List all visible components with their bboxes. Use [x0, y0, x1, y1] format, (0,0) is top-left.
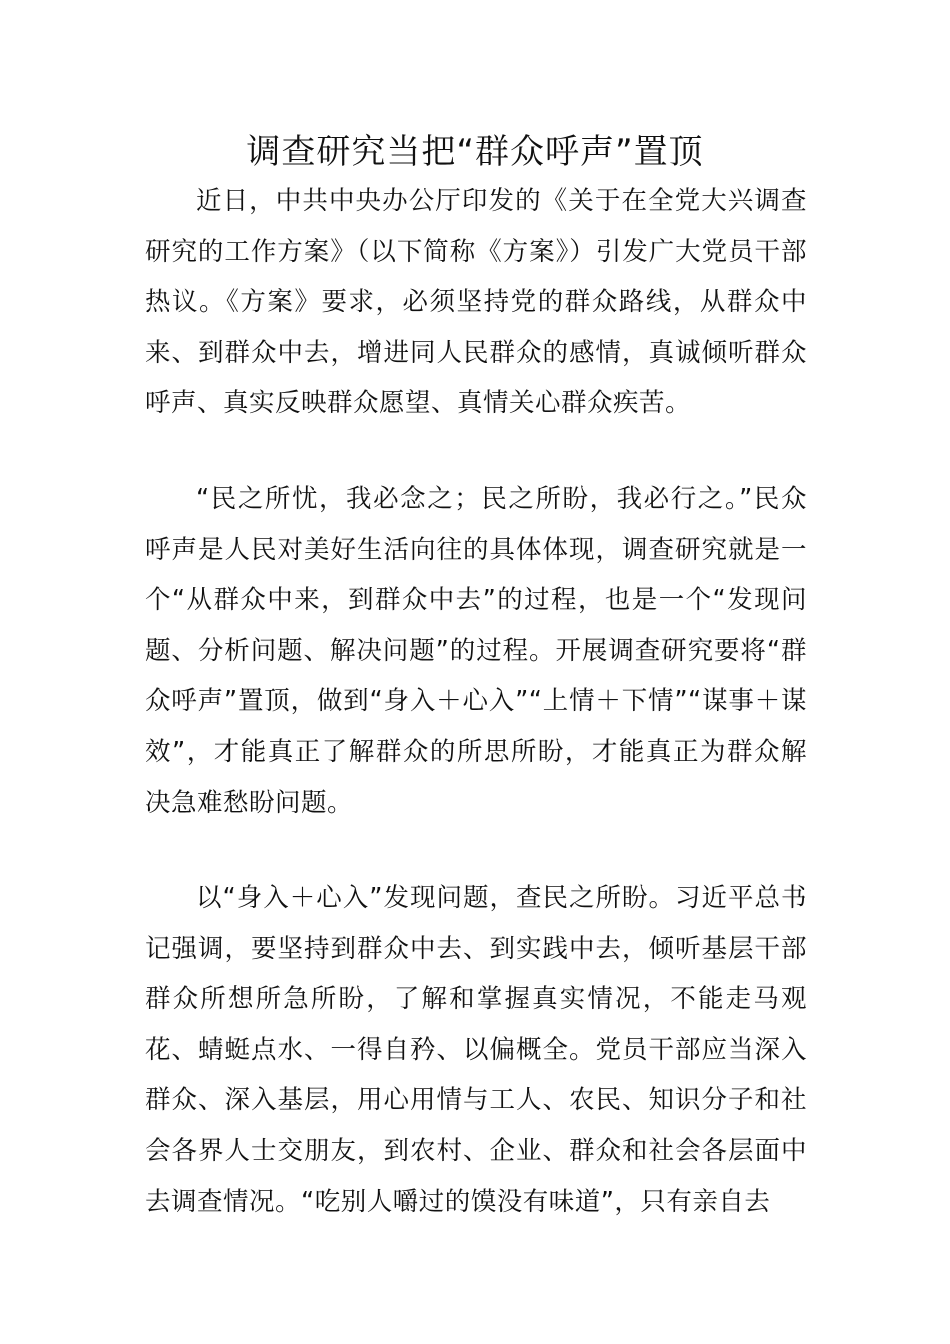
paragraph-3: 以“身入＋心入”发现问题，查民之所盼。习近平总书记强调，要坚持到群众中去、到实践中去，倾听基层干部群众所想所急所盼，了解和掌握真实情况，不能走马观花、蜻蜓点水、一得自矜、以偏概全。党员干部应当深入群众、深入基层，用心用情与工人、农民、知识分子和社会各界人士交朋友，到农村、企业、群众和社会各层面中去调查情况。“吃别人嚼过的馍没有味道”，只有亲自去 [145, 883, 807, 1217]
paragraph-2: “民之所忧，我必念之；民之所盼，我必行之。”民众呼声是人民对美好生活向往的具体体现，调查研究就是一个“从群众中来，到群众中去”的过程，也是一个“发现问题、分析问题、解决问题”的过程。开展调查研究要将“群众呼声”置顶，做到“身入＋心入”“上情＋下情”“谋事＋谋效”，才能真正了解群众的所思所盼，才能真正为群众解决急难愁盼问题。 [145, 484, 807, 818]
paragraph-1: 近日，中共中央办公厅印发的《关于在全党大兴调查研究的工作方案》（以下简称《方案》）引发广大党员干部热议。《方案》要求，必须坚持党的群众路线，从群众中来、到群众中去，增进同人民群众的感情，真诚倾听群众呼声、真实反映群众愿望、真情关心群众疾苦。 [145, 186, 807, 419]
document-title: 调查研究当把“群众呼声”置顶 [246, 132, 704, 172]
